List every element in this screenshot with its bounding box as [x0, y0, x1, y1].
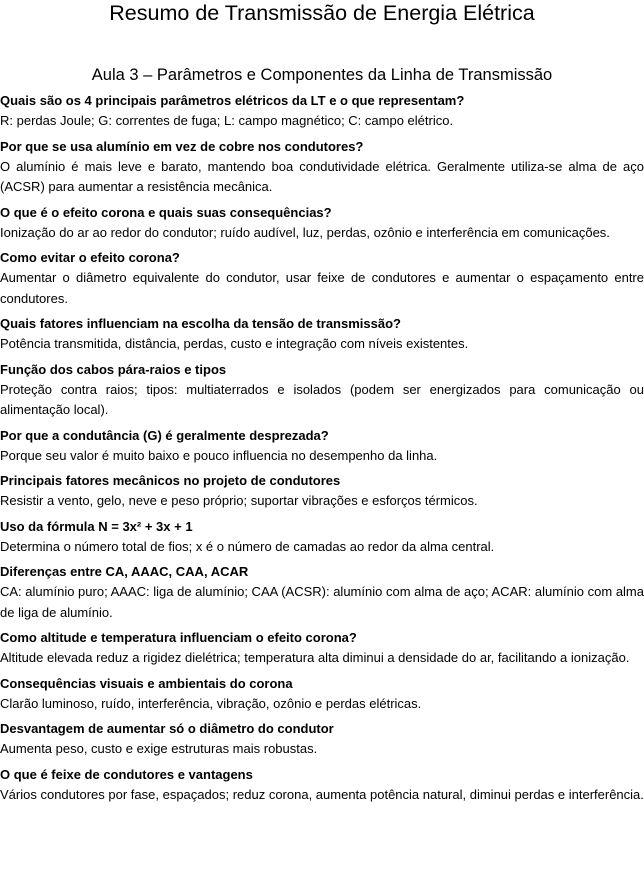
qa-question: Quais fatores influenciam na escolha da tensão de transmissão? [0, 316, 401, 331]
qa-item [0, 764, 644, 806]
qa-answer: Vários condutores por fase, espaçados; reduz corona, aumenta potência natural, diminui perdas e interferência. [0, 786, 644, 802]
qa-question: Uso da fórmula N = 3x² + 3x + 1 [0, 518, 193, 534]
qa-question: O que é o efeito corona e quais suas consequências? [0, 204, 332, 220]
qa-question: Por que se usa alumínio em vez de cobre nos condutores? [0, 138, 364, 154]
qa-question: Consequências visuais e ambientais do corona [0, 675, 293, 691]
qa-answer: Clarão luminoso, ruído, interferência, vibração, ozônio e perdas elétricas. [0, 695, 422, 711]
document-title: Resumo de Transmissão de Energia Elétrica [109, 1, 535, 25]
qa-answer: Proteção contra raios; tipos: multiaterrados e isolados (podem ser energizados para comunicação ou alimentação local). [0, 381, 644, 417]
qa-answer: Determina o número total de fios; x é o número de camadas ao redor da alma central. [0, 538, 495, 554]
qa-answer: O alumínio é mais leve e barato, mantendo boa condutividade elétrica. Geralmente utiliza-se alma de aço (ACSR) para aumentar a resistência mecânica. [0, 158, 644, 194]
qa-item [0, 359, 644, 421]
qa-question: Desvantagem de aumentar só o diâmetro do condutor [0, 721, 334, 736]
qa-question: Como altitude e temperatura influenciam o efeito corona? [0, 630, 357, 645]
qa-question: Quais são os 4 principais parâmetros elétricos da LT e o que representam? [0, 93, 465, 108]
qa-item [0, 90, 644, 132]
qa-item [0, 673, 644, 715]
qa-answer: CA: alumínio puro; AAAC: liga de alumínio; CAA (ACSR): alumínio com alma de aço; ACAR: alumínio com alma de liga de alumínio. [0, 584, 644, 620]
qa-question: O que é feixe de condutores e vantagens [0, 766, 253, 782]
qa-item [0, 627, 644, 669]
qa-answer: Aumentar o diâmetro equivalente do condutor, usar feixe de condutores e aumentar o espaçamento entre condutores. [0, 270, 644, 306]
qa-item [0, 470, 644, 512]
qa-item [0, 561, 644, 623]
qa-item [0, 313, 644, 355]
qa-item [0, 425, 644, 467]
qa-item [0, 136, 644, 198]
qa-question: Por que a condutância (G) é geralmente desprezada? [0, 427, 329, 443]
qa-answer: Altitude elevada reduz a rigidez dielétrica; temperatura alta diminui a densidade do ar, facilitando a ionização. [0, 650, 630, 665]
qa-answer: Potência transmitida, distância, perdas, custo e integração com níveis existentes. [0, 336, 469, 351]
qa-answer: Porque seu valor é muito baixo e pouco influencia no desempenho da linha. [0, 447, 438, 463]
qa-item [0, 718, 644, 760]
qa-answer: R: perdas Joule; G: correntes de fuga; L: campo magnético; C: campo elétrico. [0, 113, 454, 128]
qa-list [0, 90, 644, 805]
qa-question: Diferenças entre CA, AAAC, CAA, ACAR [0, 564, 249, 579]
qa-item [0, 516, 644, 558]
qa-question: Principais fatores mecânicos no projeto de condutores [0, 473, 341, 488]
qa-answer: Aumenta peso, custo e exige estruturas mais robustas. [0, 741, 318, 756]
qa-answer: Ionização do ar ao redor do condutor; ruído audível, luz, perdas, ozônio e interferência em comunicações. [0, 224, 610, 240]
document-subtitle: Aula 3 – Parâmetros e Componentes da Linha de Transmissão [91, 66, 553, 84]
qa-question: Função dos cabos pára-raios e tipos [0, 361, 227, 377]
qa-item [0, 247, 644, 309]
qa-question: Como evitar o efeito corona? [0, 250, 180, 265]
qa-answer: Resistir a vento, gelo, neve e peso próprio; suportar vibrações e esforços térmicos. [0, 493, 478, 508]
qa-item [0, 202, 644, 244]
